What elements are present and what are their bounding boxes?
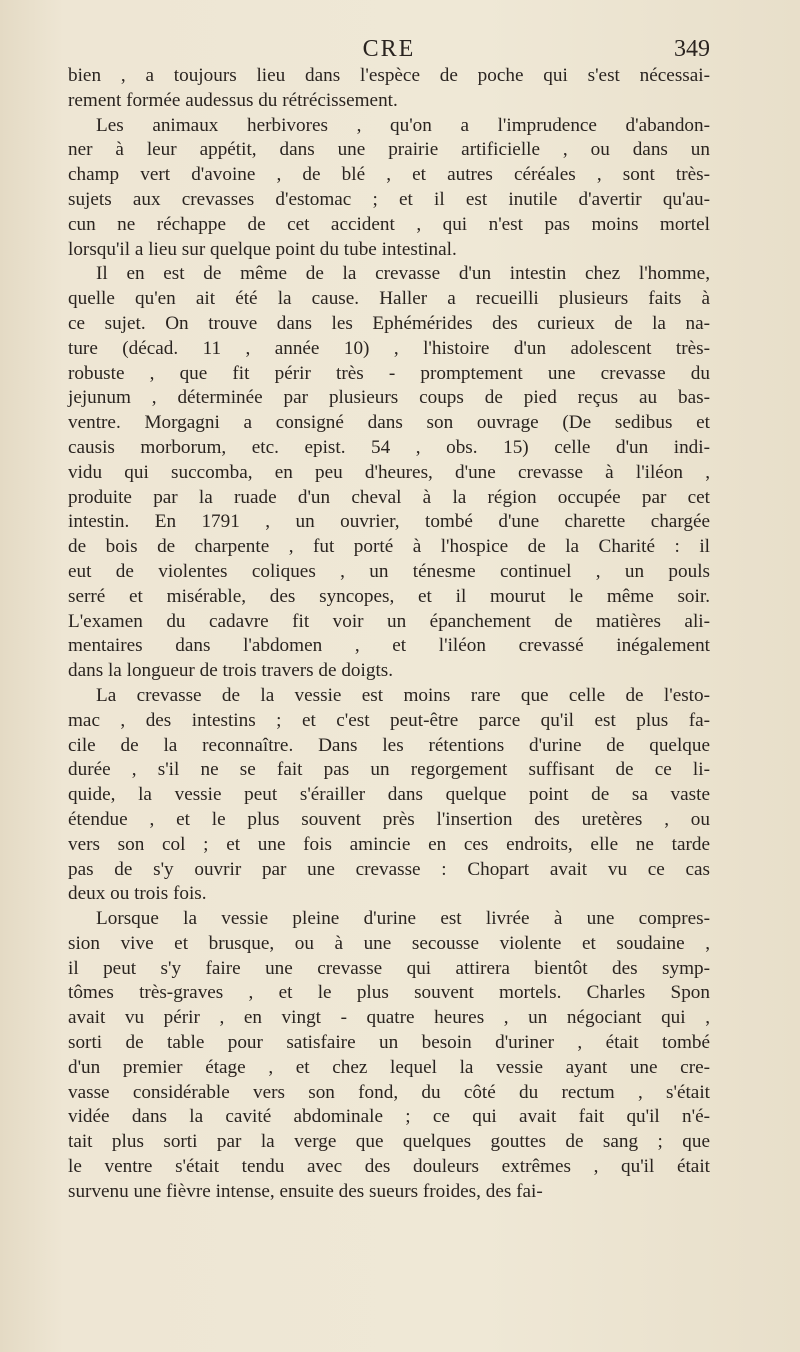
text-line: quide, la vessie peut s'érailler dans quelque point de sa vaste (68, 784, 710, 806)
text-line: avait vu périr , en vingt - quatre heures , un négociant qui , (68, 1007, 710, 1029)
text-line: survenu une fièvre intense, ensuite des sueurs froides, des fai- (68, 1180, 543, 1202)
body-text (68, 64, 710, 1205)
page-number: 349 (674, 36, 710, 62)
text-line: cun ne réchappe de cet accident , qui n'est pas moins mortel (68, 213, 710, 235)
text-line: ventre. Morgagni a consigné dans son ouvrage (De sedibus et (68, 412, 710, 434)
text-line: étendue , et le plus souvent près l'insertion des uretères , ou (68, 808, 710, 830)
text-line: Il en est de même de la crevasse d'un intestin chez l'homme, (96, 263, 710, 285)
text-line: ner à leur appétit, dans une prairie artificielle , ou dans un (68, 139, 710, 161)
text-line: tait plus sorti par la verge que quelques gouttes de sang ; que (68, 1131, 710, 1153)
text-line: intestin. En 1791 , un ouvrier, tombé d'une charette chargée (68, 511, 710, 533)
text-line: pas de s'y ouvrir par une crevasse : Chopart avait vu ce cas (68, 858, 710, 880)
paragraph (68, 114, 710, 263)
text-line: quelle qu'en ait été la cause. Haller a recueilli plusieurs faits à (68, 288, 710, 310)
text-line: Les animaux herbivores , qu'on a l'imprudence d'abandon- (96, 114, 710, 136)
text-line: cile de la reconnaître. Dans les rétentions d'urine de quelque (68, 734, 710, 756)
text-line: il peut s'y faire une crevasse qui attirera bientôt des symp- (68, 957, 710, 979)
text-line: jejunum , déterminée par plusieurs coups de pied reçus au bas- (68, 387, 710, 409)
running-header (68, 36, 710, 66)
text-line: mentaires dans l'abdomen , et l'iléon crevassé inégalement (68, 635, 710, 657)
paragraph (68, 907, 710, 1205)
text-line: lorsqu'il a lieu sur quelque point du tube intestinal. (68, 238, 457, 260)
text-line: vasse considérable vers son fond, du côté du rectum , s'était (68, 1081, 710, 1103)
text-line: causis morborum, etc. epist. 54 , obs. 15) celle d'un indi- (68, 436, 710, 458)
text-line: La crevasse de la vessie est moins rare que celle de l'esto- (96, 684, 710, 706)
paragraph (68, 64, 710, 114)
text-line: le ventre s'était tendu avec des douleurs extrêmes , qu'il était (68, 1156, 710, 1178)
text-line: ce sujet. On trouve dans les Ephémérides des curieux de la na- (68, 312, 710, 334)
text-line: mac , des intestins ; et c'est peut-être parce qu'il est plus fa- (68, 709, 710, 731)
text-line: deux ou trois fois. (68, 883, 207, 905)
running-head-title: CRE (362, 36, 416, 62)
text-line: vers son col ; et une fois amincie en ces endroits, elle ne tarde (68, 833, 710, 855)
text-line: ture (décad. 11 , année 10) , l'histoire d'un adolescent très- (68, 337, 710, 359)
text-line: sion vive et brusque, ou à une secousse violente et soudaine , (68, 932, 710, 954)
text-line: sujets aux crevasses d'estomac ; et il est inutile d'avertir qu'au- (68, 188, 710, 210)
text-line: dans la longueur de trois travers de doigts. (68, 660, 394, 682)
text-line: vidu qui succomba, en peu d'heures, d'une crevasse à l'iléon , (68, 461, 710, 483)
paragraph (68, 262, 710, 684)
paragraph (68, 684, 710, 907)
text-line: tômes très-graves , et le plus souvent mortels. Charles Spon (68, 982, 710, 1004)
text-line: rement formée audessus du rétrécissement. (68, 89, 398, 111)
text-line: Lorsque la vessie pleine d'urine est livrée à une compres- (96, 908, 710, 930)
text-line: serré et misérable, des syncopes, et il mourut le même soir. (68, 585, 710, 607)
text-line: L'examen du cadavre fit voir un épanchement de matières ali- (68, 610, 710, 632)
text-line: champ vert d'avoine , de blé , et autres céréales , sont très- (68, 164, 710, 186)
text-line: bien , a toujours lieu dans l'espèce de poche qui s'est nécessai- (68, 65, 710, 86)
text-line: durée , s'il ne se fait pas un regorgement suffisant de ce li- (68, 759, 710, 781)
text-line: vidée dans la cavité abdominale ; ce qui avait fait qu'il n'é- (68, 1106, 710, 1128)
text-line: de bois de charpente , fut porté à l'hospice de la Charité : il (68, 536, 710, 558)
text-line: sorti de table pour satisfaire un besoin d'uriner , était tombé (68, 1032, 710, 1054)
text-line: eut de violentes coliques , un ténesme continuel , un pouls (68, 560, 710, 582)
text-line: produite par la ruade d'un cheval à la région occupée par cet (68, 486, 710, 508)
text-line: robuste , que fit périr très - promptement une crevasse du (68, 362, 710, 384)
text-line: d'un premier étage , et chez lequel la vessie ayant une cre- (68, 1056, 710, 1078)
